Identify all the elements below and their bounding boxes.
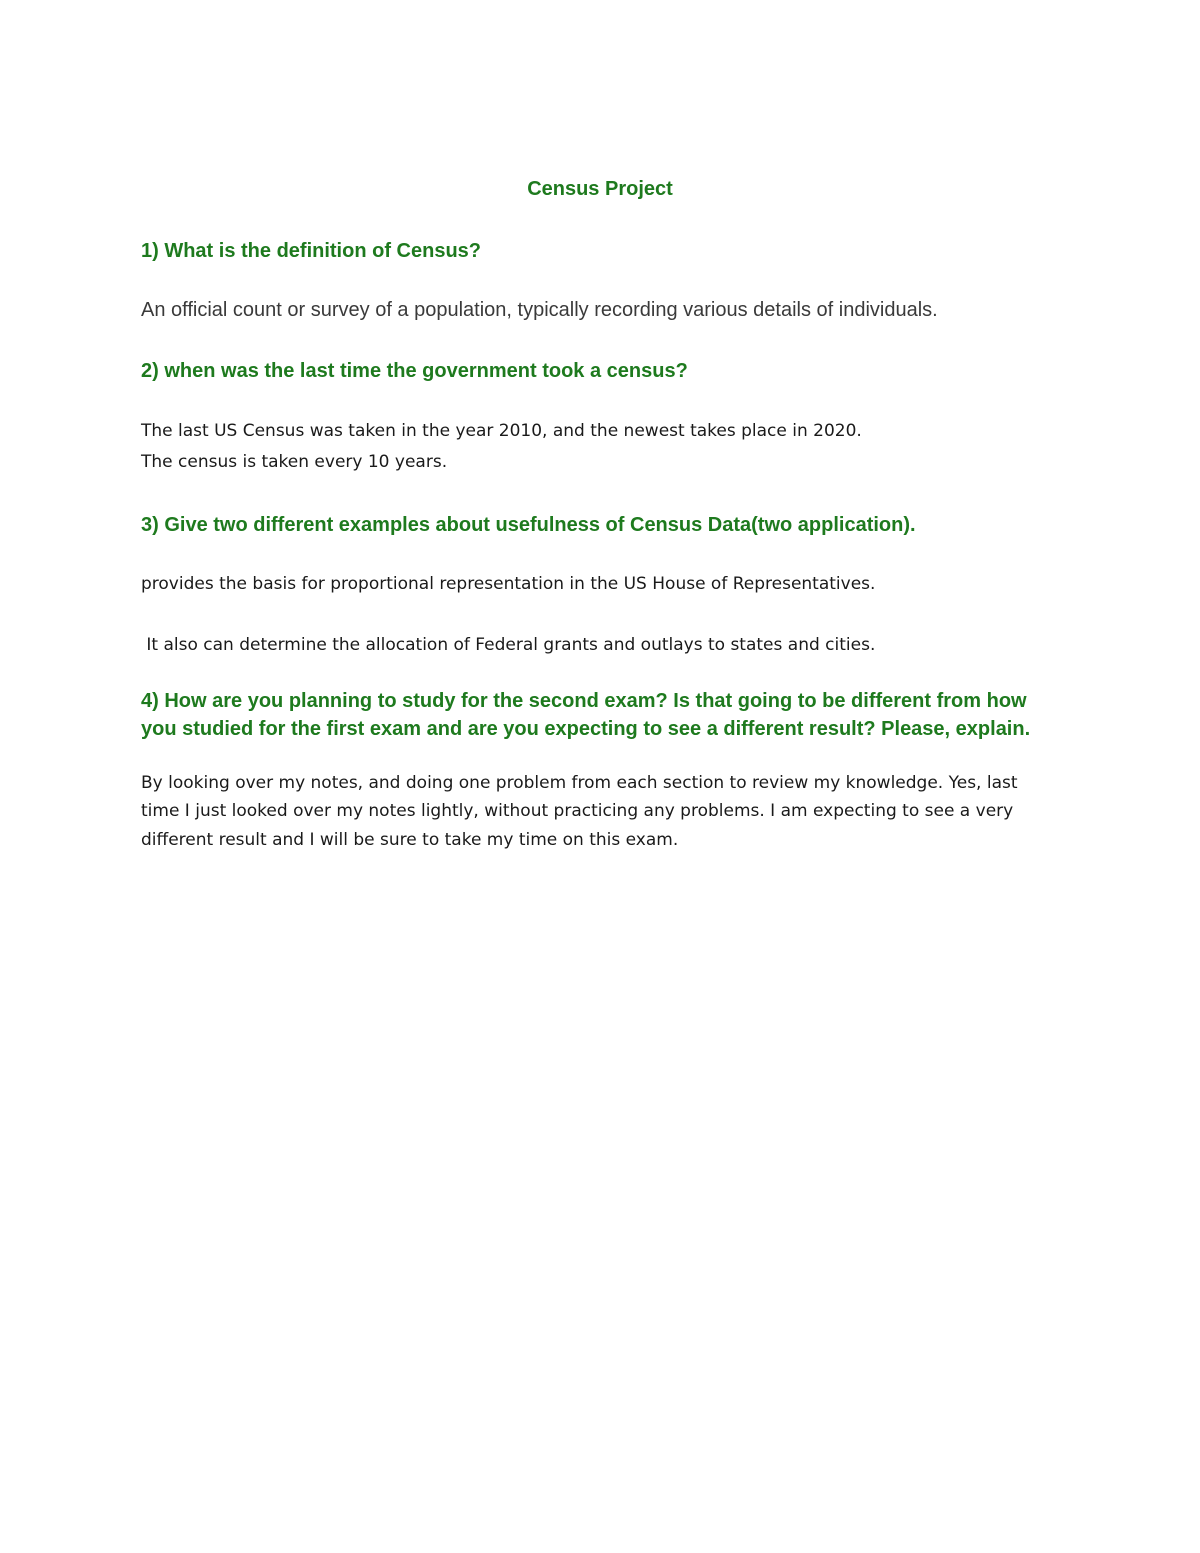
answer-2-line-1: The last US Census was taken in the year 2010, and the newest takes place in 2020. [141,421,862,441]
answer-3-paragraph-2: It also can determine the allocation of Federal grants and outlays to states and cities. [141,635,876,655]
answer-4-line-2: time I just looked over my notes lightly, without practicing any problems. I am expecting to see a very [141,801,1014,821]
answer-1: An official count or survey of a population, typically recording various details of individuals. [141,299,938,321]
question-4-line-1: 4) How are you planning to study for the second exam? Is that going to be different from how [141,690,1027,712]
document-title: Census Project [527,178,673,200]
question-4-line-2: you studied for the first exam and are you expecting to see a different result? Please, explain. [141,718,1031,740]
answer-3-paragraph-1: provides the basis for proportional representation in the US House of Representatives. [141,574,876,594]
answer-4-line-1: By looking over my notes, and doing one problem from each section to review my knowledge. Yes, last [141,773,1018,793]
question-2: 2) when was the last time the government took a census? [141,360,688,382]
answer-2-line-2: The census is taken every 10 years. [141,452,448,472]
question-3: 3) Give two different examples about usefulness of Census Data(two application). [141,514,916,536]
answer-4-line-3: different result and I will be sure to take my time on this exam. [141,830,679,850]
question-1: 1) What is the definition of Census? [141,240,481,262]
